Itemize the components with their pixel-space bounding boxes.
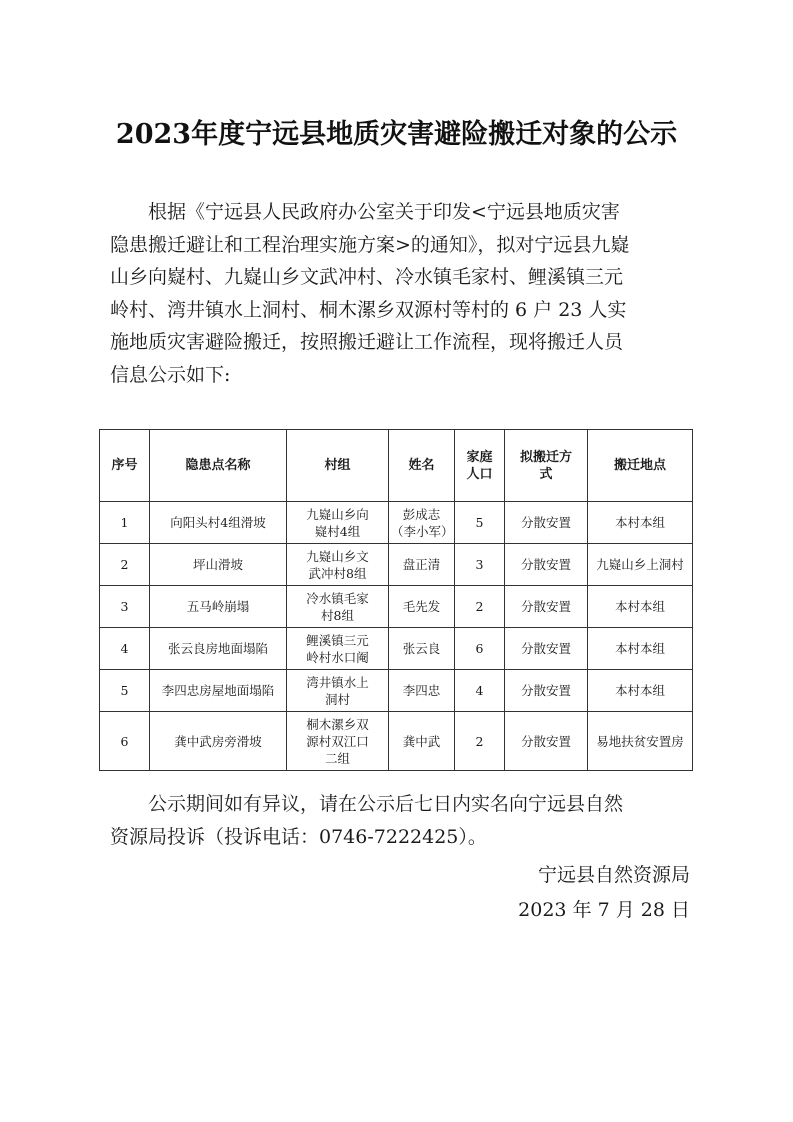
cell-village-line: 武冲村8组 xyxy=(308,565,367,581)
signature-date: 2023 年 7 月 28 日 xyxy=(518,899,690,921)
header-index: 序号 xyxy=(100,430,150,502)
cell-family: 2 xyxy=(455,712,505,771)
header-family-line: 家庭 xyxy=(466,449,493,465)
cell-village-line: 鲤溪镇三元 xyxy=(306,632,369,648)
cell-name xyxy=(389,628,455,670)
cell-family: 2 xyxy=(455,586,505,628)
cell-village-line: 嶷村4组 xyxy=(314,523,361,539)
cell-village-line: 村8组 xyxy=(321,607,354,623)
header-family-line: 人口 xyxy=(466,466,493,482)
cell-hazard: 坪山滑坡 xyxy=(150,544,287,586)
cell-village-line: 源村双江口 xyxy=(306,733,369,749)
cell-index: 3 xyxy=(100,586,150,628)
notice-line: 公示期间如有异议，请在公示后七日内实名向宁远县自然 xyxy=(148,793,624,815)
header-method-line: 式 xyxy=(539,466,553,482)
cell-village xyxy=(287,586,389,628)
cell-name-line: 张云良 xyxy=(402,641,441,656)
intro-line: 根据《宁远县人民政府办公室关于印发<宁远县地质灾害 xyxy=(148,201,620,223)
relocation-table xyxy=(99,429,693,771)
cell-method: 分散安置 xyxy=(505,502,588,544)
cell-village-line: 岭村水口阉 xyxy=(306,649,369,665)
table-row xyxy=(100,544,693,586)
cell-index: 1 xyxy=(100,502,150,544)
header-family xyxy=(455,430,505,502)
cell-village xyxy=(287,712,389,771)
cell-location: 本村本组 xyxy=(588,670,693,712)
cell-location: 本村本组 xyxy=(588,502,693,544)
cell-location: 九嶷山乡上洞村 xyxy=(588,544,693,586)
intro-line: 岭村、湾井镇水上洞村、桐木漯乡双源村等村的 6 户 23 人实 xyxy=(110,298,627,321)
cell-village-line: 湾井镇水上 xyxy=(306,674,369,690)
cell-method: 分散安置 xyxy=(505,712,588,771)
cell-village-line: 九嶷山乡向 xyxy=(306,506,369,522)
cell-name-line: 李四忠 xyxy=(402,683,441,698)
cell-location: 本村本组 xyxy=(588,628,693,670)
cell-name-line: 龚中武 xyxy=(402,733,441,749)
cell-index: 5 xyxy=(100,670,150,712)
cell-hazard: 张云良房地面塌陷 xyxy=(150,628,287,670)
cell-name xyxy=(389,712,455,771)
intro-line: 施地质灾害避险搬迁，按照搬迁避让工作流程，现将搬迁人员 xyxy=(110,331,624,354)
intro-paragraph xyxy=(110,196,690,392)
cell-name-line: 盘正清 xyxy=(402,557,441,572)
cell-village-line: 冷水镇毛家 xyxy=(306,590,369,606)
cell-village xyxy=(287,670,389,712)
table-row xyxy=(100,712,693,771)
header-location: 搬迁地点 xyxy=(588,430,693,502)
intro-line: 信息公示如下: xyxy=(110,363,231,386)
cell-method: 分散安置 xyxy=(505,628,588,670)
cell-village xyxy=(287,502,389,544)
intro-line: 山乡向嶷村、九嶷山乡文武冲村、冷水镇毛家村、鲤溪镇三元 xyxy=(110,266,624,289)
cell-hazard: 五马岭崩塌 xyxy=(150,586,287,628)
header-name: 姓名 xyxy=(389,430,455,502)
notice-paragraph xyxy=(110,788,690,853)
page-title: 2023年度宁远县地质灾害避险搬迁对象的公示 xyxy=(115,119,678,150)
cell-location: 本村本组 xyxy=(588,586,693,628)
cell-village-line: 桐木漯乡双 xyxy=(306,716,369,732)
cell-index: 4 xyxy=(100,628,150,670)
cell-name xyxy=(389,502,455,544)
cell-village-line: 九嶷山乡文 xyxy=(306,548,369,564)
cell-name xyxy=(389,586,455,628)
cell-location: 易地扶贫安置房 xyxy=(588,712,693,771)
cell-family: 6 xyxy=(455,628,505,670)
cell-hazard: 李四忠房屋地面塌陷 xyxy=(150,670,287,712)
table-row xyxy=(100,502,693,544)
cell-method: 分散安置 xyxy=(505,586,588,628)
cell-index: 2 xyxy=(100,544,150,586)
cell-method: 分散安置 xyxy=(505,670,588,712)
header-village: 村组 xyxy=(287,430,389,502)
notice-line: 资源局投诉（投诉电话：0746-7222425）。 xyxy=(110,825,487,848)
signature-org: 宁远县自然资源局 xyxy=(537,864,690,886)
header-method xyxy=(505,430,588,502)
table-row xyxy=(100,628,693,670)
intro-line: 隐患搬迁避让和工程治理实施方案>的通知》，拟对宁远县九嶷 xyxy=(110,233,630,256)
cell-name xyxy=(389,544,455,586)
cell-name-line: （李小军） xyxy=(391,523,454,539)
cell-family: 3 xyxy=(455,544,505,586)
cell-family: 5 xyxy=(455,502,505,544)
cell-name xyxy=(389,670,455,712)
cell-index: 6 xyxy=(100,712,150,771)
cell-name-line: 毛先发 xyxy=(402,599,441,614)
header-method-line: 拟搬迁方 xyxy=(519,449,572,465)
cell-village-line: 二组 xyxy=(324,750,350,766)
cell-family: 4 xyxy=(455,670,505,712)
cell-method: 分散安置 xyxy=(505,544,588,586)
cell-village-line: 洞村 xyxy=(324,691,350,707)
cell-hazard: 龚中武房旁滑坡 xyxy=(150,712,287,771)
table-header-row xyxy=(100,430,693,502)
cell-name-line: 彭成志 xyxy=(402,506,441,522)
header-hazard: 隐患点名称 xyxy=(150,430,287,502)
table-row xyxy=(100,586,693,628)
table-row xyxy=(100,670,693,712)
cell-village xyxy=(287,544,389,586)
cell-hazard: 向阳头村4组滑坡 xyxy=(150,502,287,544)
cell-village xyxy=(287,628,389,670)
